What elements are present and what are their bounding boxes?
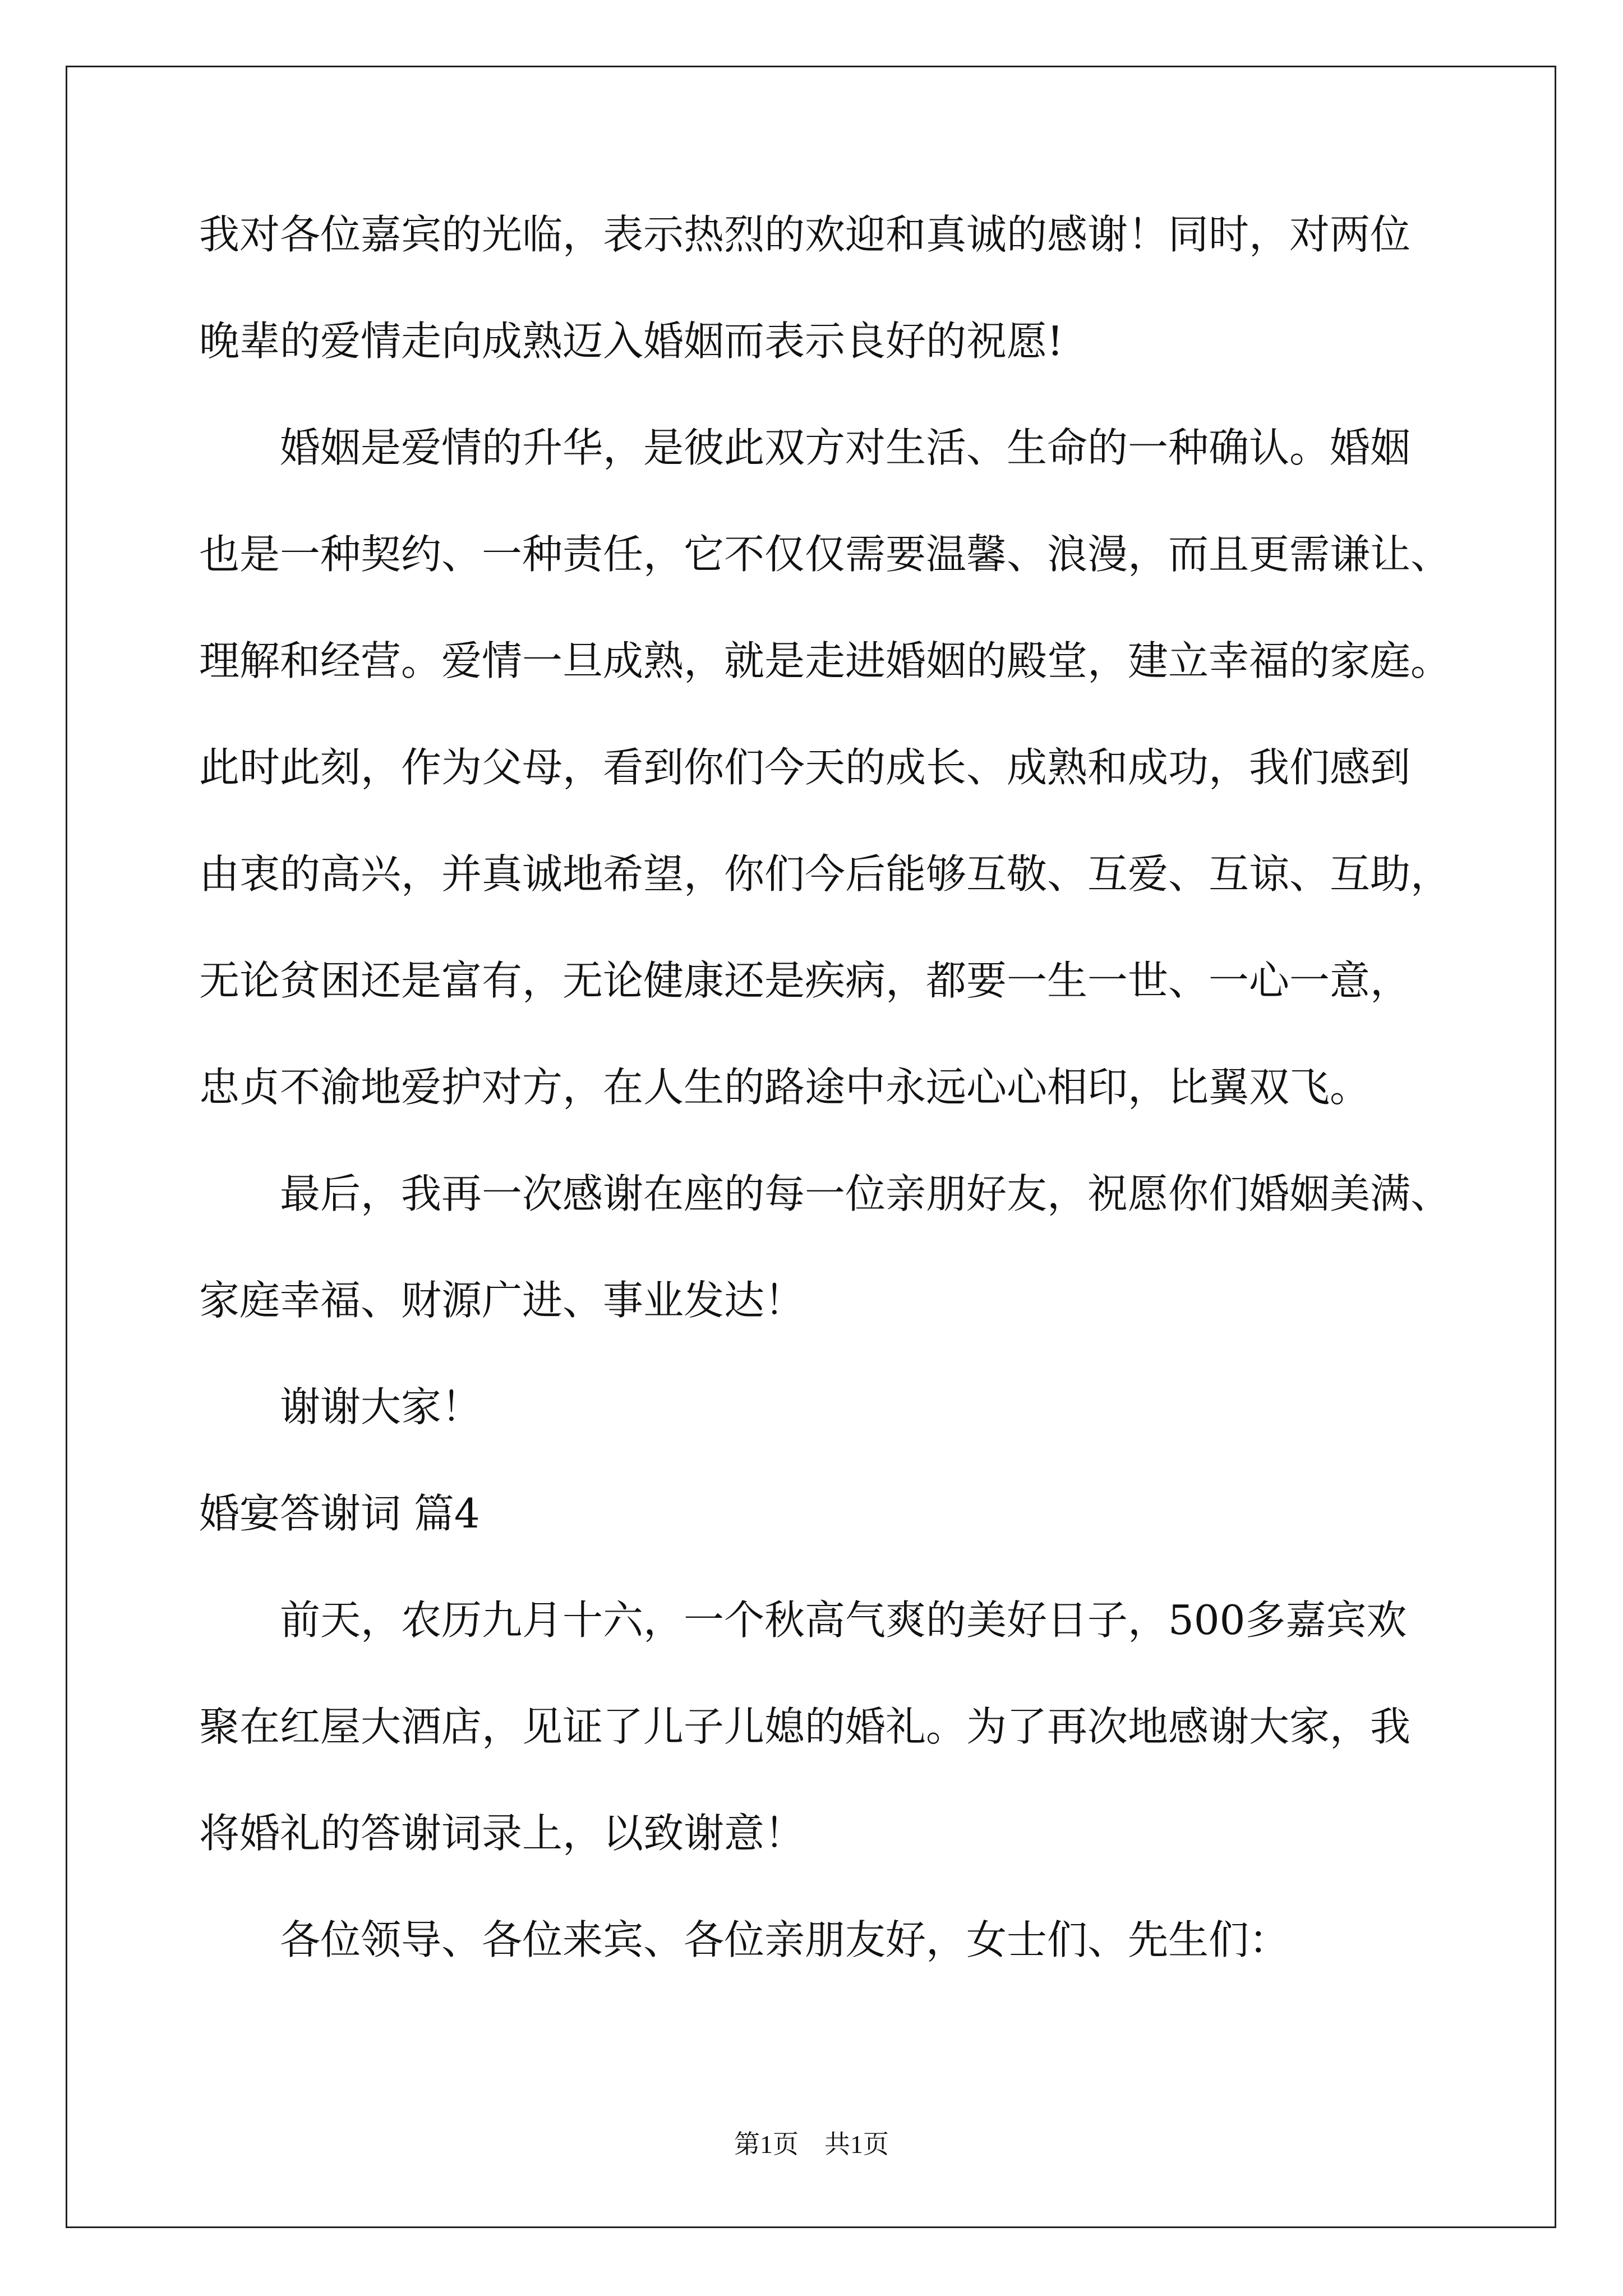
text-line-8: 无论贫困还是富有，无论健康还是疾病，都要一生一世、一心一意， — [199, 957, 1411, 1004]
text-line-5: 理解和经营。爱情一旦成熟，就是走进婚姻的殿堂，建立幸福的家庭。 — [199, 637, 1451, 684]
text-line-16: 将婚礼的答谢词录上，以致谢意！ — [199, 1810, 805, 1857]
section-heading: 婚宴答谢词 篇4 — [199, 1490, 480, 1537]
text-line-6: 此时此刻，作为父母，看到你们今天的成长、成熟和成功，我们感到 — [199, 744, 1411, 791]
text-line-10: 最后，我再一次感谢在座的每一位亲朋好友，祝愿你们婚姻美满、 — [280, 1170, 1451, 1217]
text-line-1: 我对各位嘉宾的光临，表示热烈的欢迎和真诚的感谢！同时，对两位 — [199, 211, 1411, 258]
page-footer: 第1页 共1页 — [734, 2130, 889, 2159]
text-line-3: 婚姻是爱情的升华，是彼此双方对生活、生命的一种确认。婚姻 — [280, 424, 1411, 471]
text-line-11: 家庭幸福、财源广进、事业发达！ — [199, 1277, 805, 1324]
document-body — [199, 211, 1451, 2026]
text-line-4: 也是一种契约、一种责任，它不仅仅需要温馨、浪漫，而且更需谦让、 — [199, 531, 1451, 578]
text-line-7: 由衷的高兴，并真诚地希望，你们今后能够互敬、互爱、互谅、互助， — [199, 850, 1451, 898]
text-line-2: 晚辈的爱情走向成熟迈入婚姻而表示良好的祝愿! — [199, 318, 1063, 365]
text-line-12: 谢谢大家！ — [280, 1383, 482, 1430]
text-line-15: 聚在红屋大酒店，见证了儿子儿媳的婚礼。为了再次地感谢大家，我 — [199, 1703, 1411, 1750]
text-line-9: 忠贞不渝地爱护对方，在人生的路途中永远心心相印，比翼双飞。 — [199, 1064, 1371, 1111]
text-line-14: 前天，农历九月十六，一个秋高气爽的美好日子，500多嘉宾欢 — [280, 1596, 1407, 1644]
text-line-17: 各位领导、各位来宾、各位亲朋友好，女士们、先生们： — [280, 1916, 1290, 1963]
